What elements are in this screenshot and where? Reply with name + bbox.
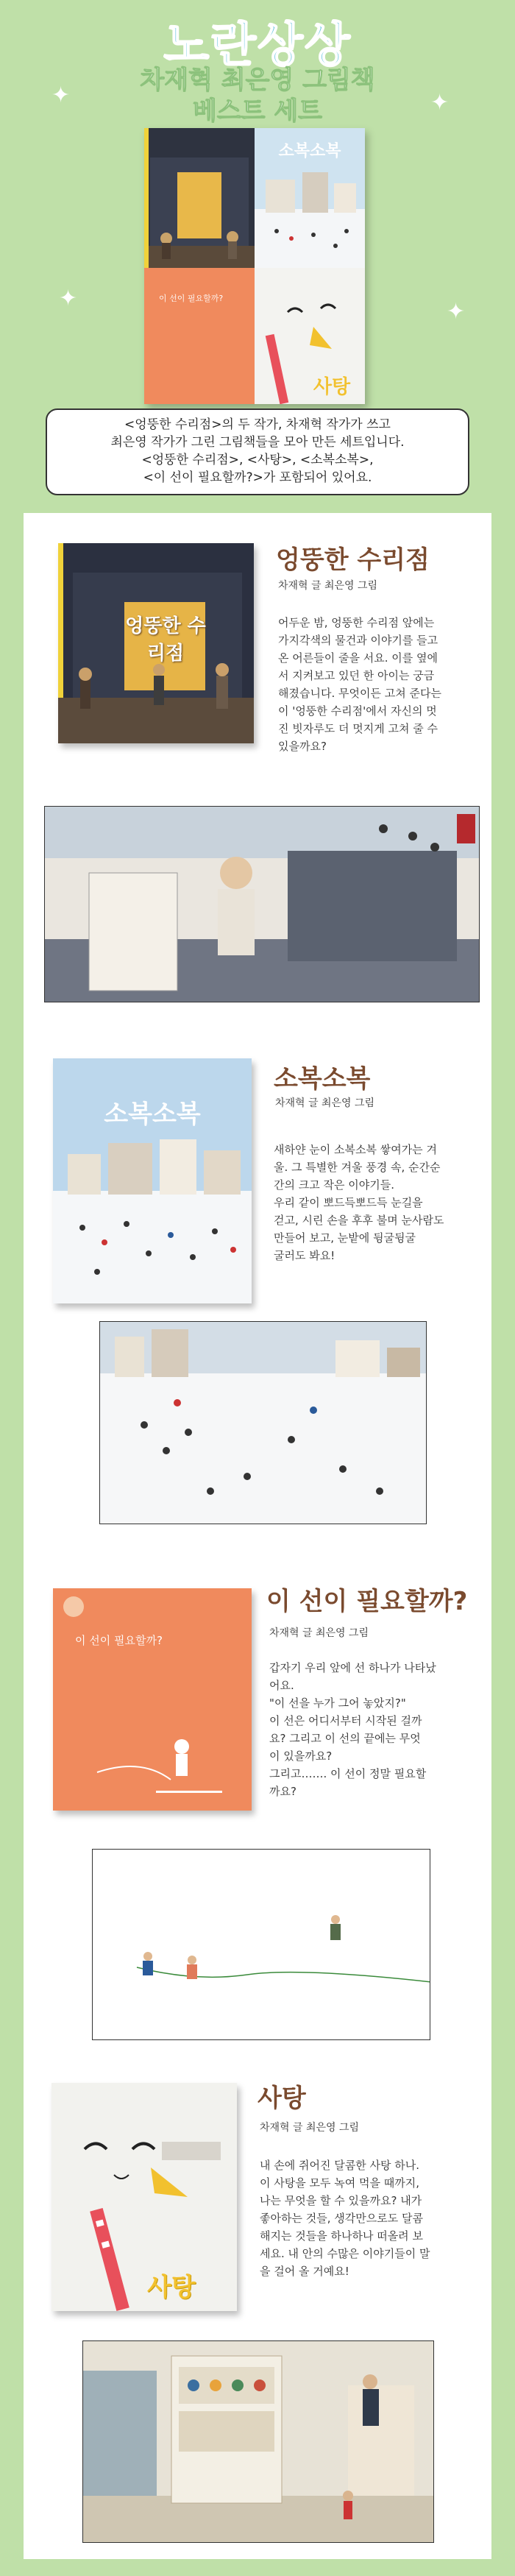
page-title: 노란상상 — [163, 18, 352, 73]
book-author: 차재혁 글 최은영 그림 — [269, 1627, 369, 1639]
desc-line: 세요. 내 안의 수많은 이야기들이 말 — [260, 2247, 430, 2260]
desc-line: 나는 무엇을 할 수 있을까요? 내가 — [260, 2194, 422, 2207]
book-cover-title: 사탕 — [147, 2273, 196, 2302]
desc-line: 을 걸어 올 거예요! — [260, 2265, 349, 2278]
book-title: 엉뚱한 수리점 — [276, 545, 430, 575]
desc-line: 서 지켜보고 있던 한 아이는 궁금 — [278, 669, 435, 682]
svg-text:이 선이 필요할까?: 이 선이 필요할까? — [159, 294, 224, 303]
book-spread-2 — [99, 1321, 427, 1524]
sparkle-icon: ✦ — [59, 286, 78, 311]
book-cover-1 — [58, 543, 254, 743]
intro-line: <엉뚱한 수리점>의 두 작가, 차재혁 작가가 쓰고 — [124, 417, 391, 432]
book-spread-4 — [82, 2340, 434, 2543]
book-cover-3 — [53, 1588, 252, 1811]
desc-line: 우리 같이 뽀드득뽀드득 눈길을 — [274, 1196, 423, 1209]
sparkle-icon: ✦ — [430, 90, 450, 116]
intro-line: <이 선이 필요할까?>가 포함되어 있어요. — [143, 470, 372, 485]
desc-line: 내 손에 쥐어진 달콤한 사탕 하나. — [260, 2159, 419, 2172]
book-spread-1 — [44, 806, 480, 1002]
desc-line: 그리고……. 이 선이 정말 필요할 — [269, 1767, 427, 1780]
book-cover-title: 소복소복 — [104, 1100, 201, 1129]
desc-line: 어요. — [269, 1679, 294, 1692]
book-author: 차재혁 글 최은영 그림 — [278, 580, 378, 592]
book-cover-2 — [53, 1058, 252, 1303]
book-cover-4 — [52, 2083, 237, 2311]
desc-line: 가지각색의 물건과 이야기를 들고 — [278, 634, 438, 647]
desc-line: 이 선은 어디서부터 시작된 걸까 — [269, 1714, 422, 1727]
desc-line: 이 사탕을 모두 녹여 먹을 때까지, — [260, 2176, 419, 2190]
desc-line: 요? 그리고 이 선의 끝에는 무엇 — [269, 1732, 421, 1745]
desc-line: 온 어른들이 줄을 서요. 이를 옆에 — [278, 651, 438, 665]
desc-line: "이 선을 누가 그어 놓았지?" — [269, 1696, 406, 1710]
book-cover-title: 엉뚱한 수리점 — [125, 615, 206, 665]
sparkle-icon: ✦ — [52, 82, 71, 108]
book-author: 차재혁 글 최은영 그림 — [275, 1097, 375, 1109]
intro-box — [46, 408, 469, 495]
desc-line: 새하얀 눈이 소복소복 쌓여가는 겨 — [274, 1143, 437, 1156]
subtitle-line-2: 베스트 세트 — [192, 96, 323, 126]
desc-line: 까요? — [269, 1785, 296, 1798]
book-description — [260, 2156, 430, 2280]
desc-line: 어두운 밤, 엉뚱한 수리점 앞에는 — [278, 616, 435, 629]
svg-text:소복소복: 소복소복 — [278, 142, 341, 160]
desc-line: 진 빗자루도 더 멋지게 고쳐 줄 수 — [278, 722, 438, 735]
desc-line: 해졌습니다. 무엇이든 고쳐 준다는 — [278, 687, 441, 700]
desc-line: 이 있을까요? — [269, 1749, 333, 1763]
desc-line: 있을까요? — [278, 740, 327, 753]
book-title: 사탕 — [258, 2084, 306, 2113]
desc-line: 걷고, 시린 손을 후후 불며 눈사람도 — [274, 1214, 444, 1227]
desc-line: 간의 크고 작은 이야기들. — [274, 1178, 394, 1192]
book-description — [278, 614, 441, 755]
book-description — [269, 1659, 436, 1800]
book-set-cover — [144, 128, 365, 404]
desc-line: 이 '엉뚱한 수리점'에서 자신의 멋 — [278, 704, 437, 718]
intro-line: <엉뚱한 수리점>, <사탕>, <소복소복>, — [141, 453, 374, 467]
desc-line: 해지는 것들을 하나하나 떠올려 보 — [260, 2229, 423, 2243]
book-title: 소복소복 — [274, 1064, 371, 1094]
book-cover-title: 이 선이 필요할까? — [75, 1634, 163, 1647]
desc-line: 만들어 보고, 눈밭에 뒹굴뒹굴 — [274, 1231, 416, 1245]
desc-line: 갑자기 우리 앞에 선 하나가 나타났 — [269, 1661, 436, 1674]
subtitle-line-1: 차재혁 최은영 그림책 — [140, 66, 375, 95]
intro-line: 최은영 작가가 그린 그림책들을 모아 만든 세트입니다. — [110, 435, 405, 450]
desc-line: 좋아하는 것들, 생각만으로도 달콤 — [260, 2212, 423, 2225]
book-description — [274, 1141, 444, 1264]
book-title: 이 선이 필요할까? — [266, 1587, 468, 1616]
book-spread-3 — [92, 1849, 430, 2040]
book-author: 차재혁 글 최은영 그림 — [260, 2122, 360, 2134]
desc-line: 울. 그 특별한 겨울 풍경 속, 순간순 — [274, 1161, 441, 1174]
sparkle-icon: ✦ — [447, 299, 466, 325]
desc-line: 굴러도 봐요! — [274, 1249, 335, 1262]
svg-text:사탕: 사탕 — [313, 376, 351, 398]
